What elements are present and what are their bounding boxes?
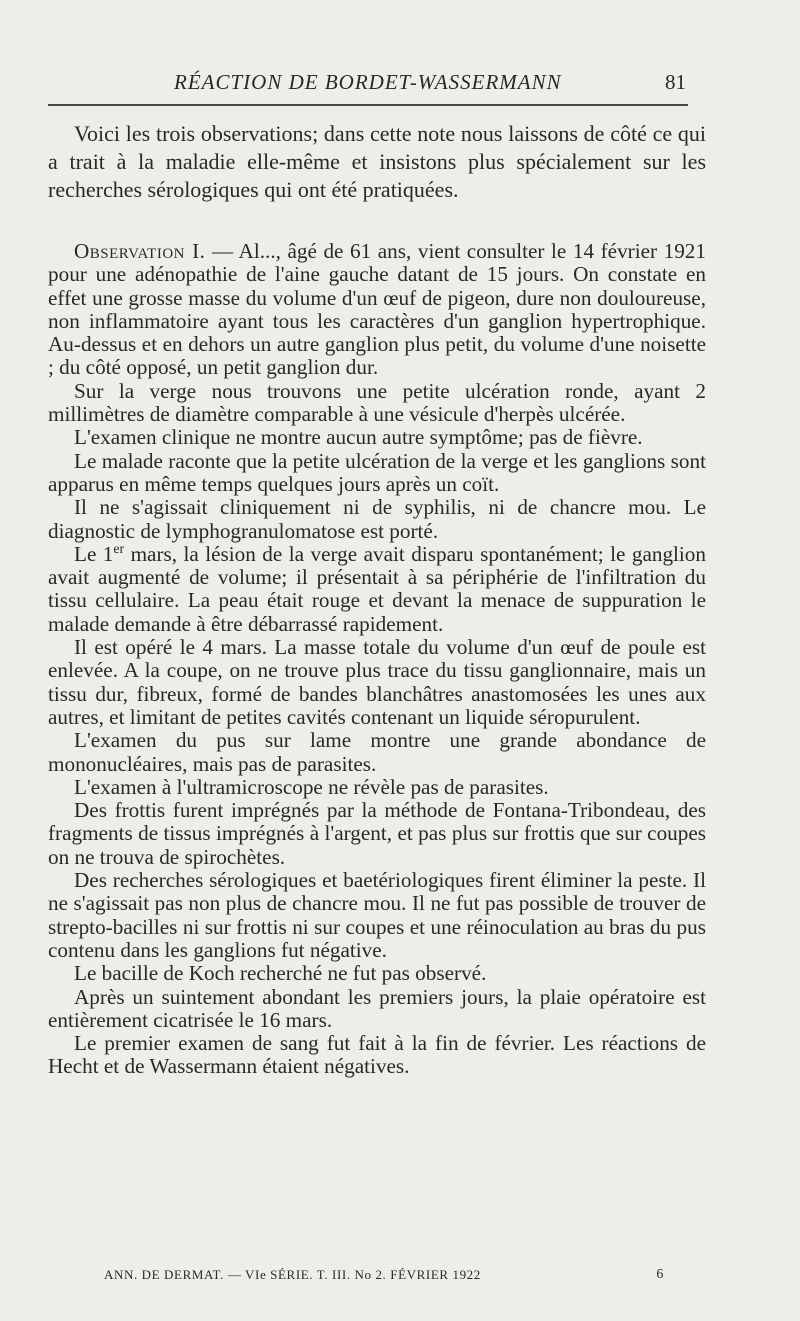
header-rule bbox=[48, 104, 688, 106]
page-footer bbox=[104, 1267, 664, 1287]
paragraph: Le bacille de Koch recherché ne fut pas observé. bbox=[74, 961, 487, 986]
paragraph: L'examen à l'ultramicroscope ne révèle pas de parasites. bbox=[74, 774, 549, 799]
body-text bbox=[48, 120, 706, 1079]
observation-paragraph bbox=[48, 240, 706, 380]
paragraph: L'examen clinique ne montre aucun autre symptôme; pas de fièvre. bbox=[74, 425, 643, 450]
observation-label: Observation I. bbox=[74, 239, 206, 263]
paragraph: Il est opéré le 4 mars. La masse totale du volume d'un œuf de poule est enlevée. A la coupe, on ne trouve plus trace du tissu ganglionnaire, mais un tissu dur, fibreux, formé de bandes blanchâtres anastomosées les unes aux autres, et limitant de petites cavités contenant un liquide séropurulent. bbox=[48, 635, 706, 729]
observation-text: — Al..., âgé de 61 ans, vient consulter le 14 février 1921 pour une adénopathie de l'aine gauche datant de 15 jours. On constate en effet une grosse masse du volume d'un œuf de pigeon, dure non douloureuse, non inflammatoire ayant tous les caractères d'un ganglion hypertrophique. Au-dessus et en dehors un autre ganglion plus petit, du volume d'une noisette ; du côté opposé, un petit ganglion dur. bbox=[48, 239, 706, 380]
paragraph: Après un suintement abondant les premiers jours, la plaie opératoire est entièrement cicatrisée le 16 mars. bbox=[48, 984, 706, 1032]
march-paragraph bbox=[48, 540, 706, 636]
intro-paragraph: Voici les trois observations; dans cette note nous laissons de côté ce qui a trait à la maladie elle-même et insistons plus spécialement sur les recherches sérologiques qui ont été pratiquées. bbox=[48, 121, 706, 202]
paragraph: Sur la verge nous trouvons une petite ulcération ronde, ayant 2 millimètres de diamètre comparable à une vésicule d'herpès ulcérée. bbox=[48, 378, 706, 427]
running-title: RÉACTION DE BORDET-WASSERMANN bbox=[174, 70, 562, 94]
running-header bbox=[48, 70, 686, 100]
paragraph: L'examen du pus sur lame montre une grande abondance de mononucléaires, mais pas de parasites. bbox=[48, 728, 706, 776]
march-prefix: Le 1 bbox=[74, 541, 114, 566]
paragraph: Le malade raconte que la petite ulcération de la verge et les ganglions sont apparus en même temps quelques jours après un coït. bbox=[48, 448, 706, 496]
paragraph: Le premier examen de sang fut fait à la fin de février. Les réactions de Hecht et de Wassermann étaient négatives. bbox=[48, 1031, 706, 1079]
signature-mark: 6 bbox=[656, 1267, 664, 1282]
ordinal-superscript: er bbox=[113, 540, 125, 556]
journal-citation: ANN. DE DERMAT. — VIe SÉRIE. T. III. No 2. FÉVRIER 1922 bbox=[104, 1267, 481, 1282]
paragraph: Des recherches sérologiques et baetériologiques firent éliminer la peste. Il ne s'agissait pas non plus de chancre mou. Il ne fut pas possible de trouver de strepto-bacilles ni sur frottis ni sur coupes et une réinoculation au bras du pus contenu dans les ganglions fut négative. bbox=[48, 868, 706, 962]
paragraph: Des frottis furent imprégnés par la méthode de Fontana-Tribondeau, des fragments de tissus imprégnés à l'argent, et pas plus sur frottis que sur coupes on ne trouva de spirochètes. bbox=[48, 798, 706, 869]
page-number: 81 bbox=[665, 70, 686, 94]
paragraph: Il ne s'agissait cliniquement ni de syphilis, ni de chancre mou. Le diagnostic de lymphogranulomatose est porté. bbox=[48, 495, 706, 543]
march-text: mars, la lésion de la verge avait disparu spontanément; le ganglion avait augmenté de volume; il présentait à sa périphérie de l'infiltration du tissu cellulaire. La peau était rouge et devant la menace de suppuration le malade demande à être débarrassé rapidement. bbox=[48, 541, 706, 636]
